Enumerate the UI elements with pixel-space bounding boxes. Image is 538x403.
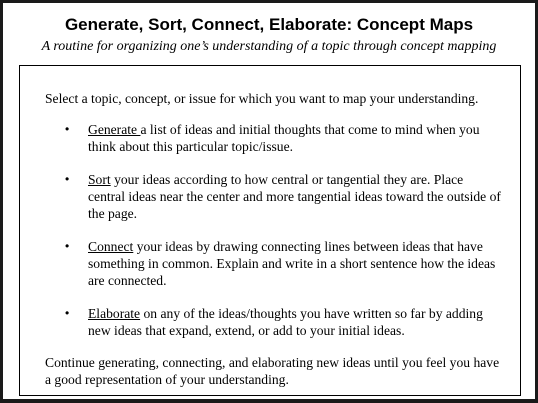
steps-list — [20, 121, 520, 355]
document-title: Generate, Sort, Connect, Elaborate: Concept Maps — [64, 15, 474, 34]
document-subtitle: A routine for organizing one’s understanding of a topic through concept mapping — [41, 39, 497, 54]
step-keyword: Generate — [88, 122, 141, 137]
step-text: your ideas according to how central or tangential they are. Place central ideas near the center and more tangential ideas toward the outside of the page. — [88, 172, 501, 221]
step-text: a list of ideas and initial thoughts that come to mind when you think about this particular topic/issue. — [88, 122, 480, 154]
document-page — [3, 3, 535, 399]
step-sort — [20, 171, 520, 222]
step-keyword: Elaborate — [88, 306, 141, 321]
bullet-icon: • — [65, 122, 70, 136]
step-keyword: Sort — [88, 172, 111, 187]
intro-text: Select a topic, concept, or issue for which you want to map your understanding. — [45, 91, 479, 106]
bullet-icon: • — [65, 239, 70, 253]
step-text: on any of the ideas/thoughts you have written so far by adding new ideas that expand, extend, or add to your initial ideas. — [88, 306, 483, 338]
step-keyword: Connect — [88, 239, 134, 254]
step-text: your ideas by drawing connecting lines between ideas that have something in common. Explain and write in a short sentence how the ideas are connected. — [88, 239, 496, 288]
closing-text: Continue generating, connecting, and elaborating new ideas until you feel you have a good representation of your understanding. — [45, 355, 500, 387]
step-elaborate — [20, 305, 520, 339]
bullet-icon: • — [65, 306, 70, 320]
step-generate — [20, 121, 520, 155]
instructions-box — [19, 65, 521, 396]
step-connect — [20, 238, 520, 289]
bullet-icon: • — [65, 172, 70, 186]
